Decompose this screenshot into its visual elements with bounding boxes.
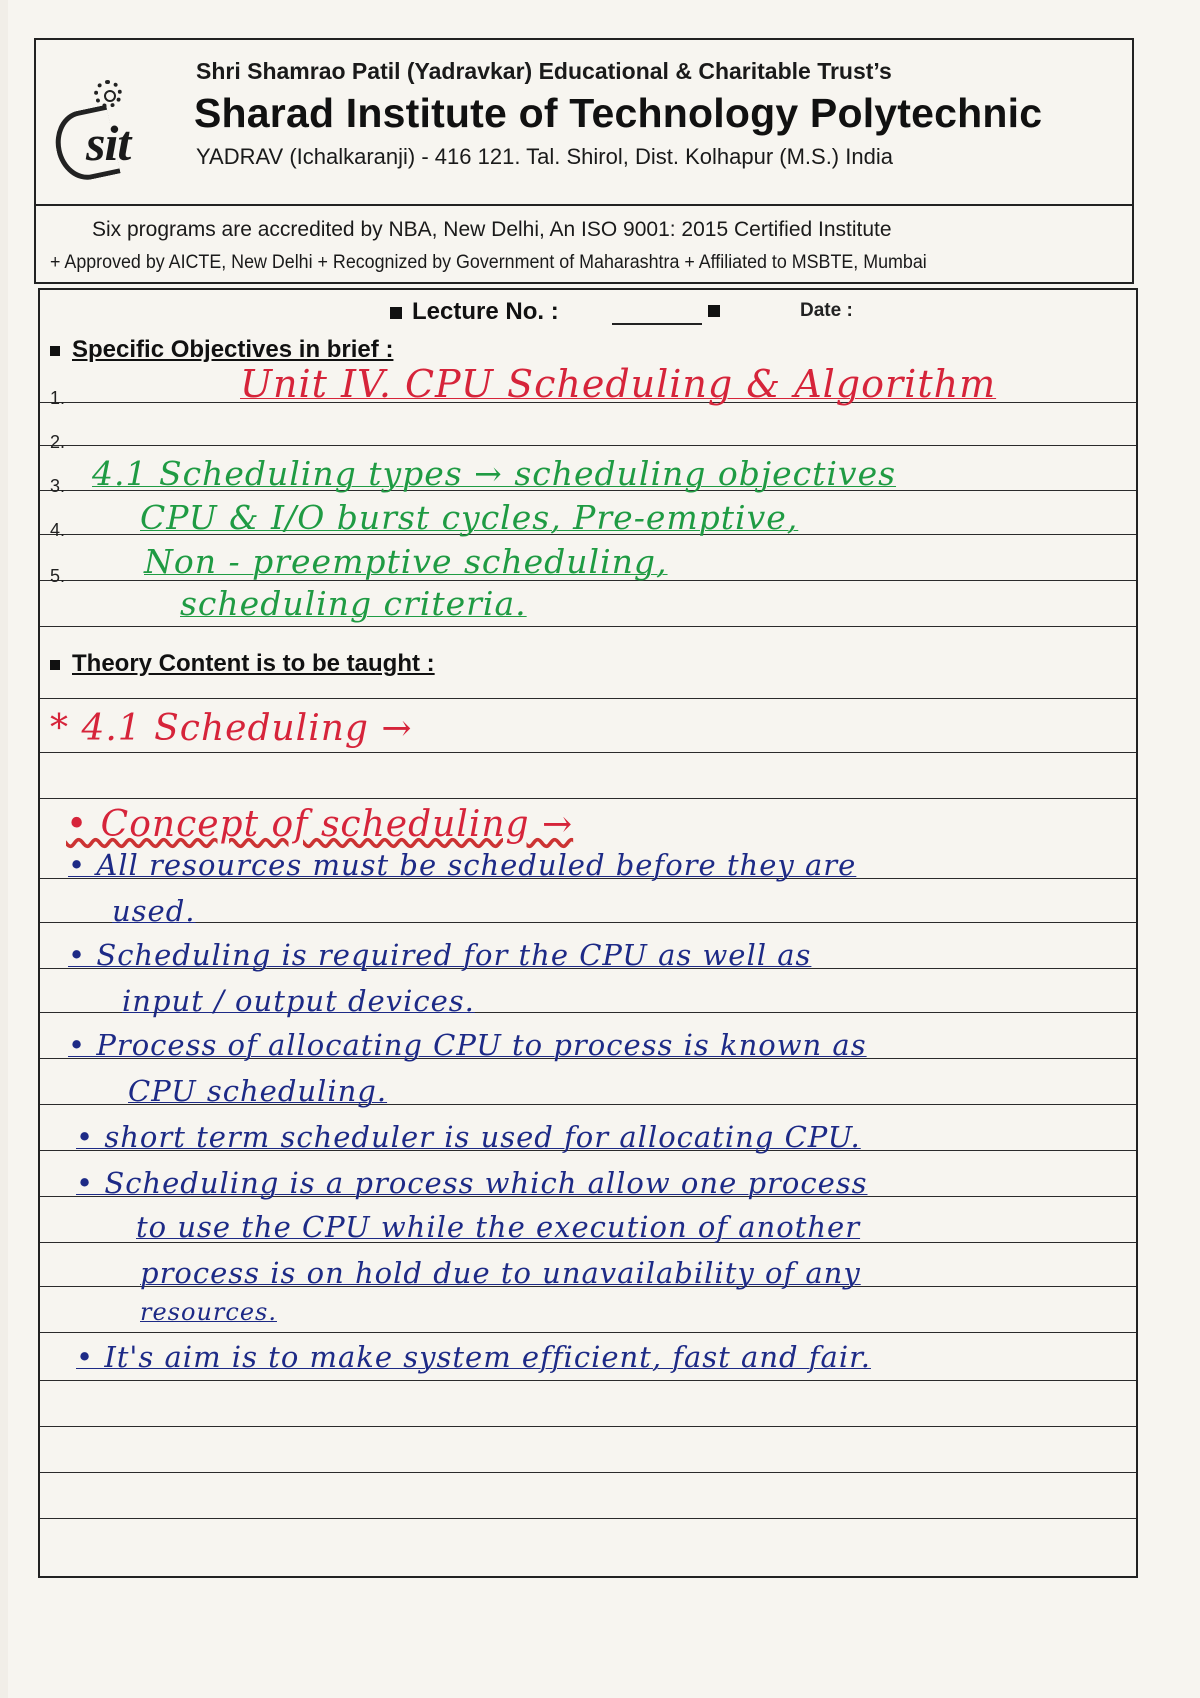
line-number: 2.	[50, 432, 66, 452]
objective-line: CPU & I/O burst cycles, Pre-emptive,	[140, 498, 799, 537]
objective-line: scheduling criteria.	[180, 584, 527, 623]
theory-line: • All resources must be scheduled before they are	[68, 848, 857, 882]
theory-line: used.	[112, 894, 196, 928]
ruled-line	[40, 626, 1136, 627]
theory-line: to use the CPU while the execution of another	[136, 1210, 861, 1244]
theory-line: CPU scheduling.	[128, 1074, 388, 1108]
square-bullet-icon	[50, 346, 60, 356]
unit-title: Unit IV. CPU Scheduling & Algorithm	[240, 362, 997, 406]
ruled-line	[40, 922, 1136, 923]
header-divider	[36, 204, 1132, 206]
objective-line: 4.1 Scheduling types → scheduling objectives	[92, 454, 897, 493]
theory-line: resources.	[140, 1298, 277, 1326]
approvals-text: + Approved by AICTE, New Delhi + Recognized by Government of Maharashtra + Affiliated to MSBTE, Mumbai	[50, 252, 927, 273]
square-bullet-icon	[708, 305, 720, 317]
square-bullet-icon	[390, 307, 402, 319]
gear-icon	[94, 80, 122, 108]
date-label: Date :	[800, 300, 853, 321]
notes-page	[8, 0, 1200, 1698]
ruled-line	[40, 1332, 1136, 1333]
ruled-line	[40, 445, 1136, 446]
objectives-heading-text: Specific Objectives in brief :	[72, 336, 394, 363]
line-number: 5.	[50, 566, 66, 586]
concept-heading: • Concept of scheduling →	[66, 804, 574, 845]
ruled-line	[40, 1518, 1136, 1519]
accreditation-text: Six programs are accredited by NBA, New Delhi, An ISO 9001: 2015 Certified Institute	[92, 218, 892, 241]
ruled-line	[40, 752, 1136, 753]
ruled-line	[40, 1380, 1136, 1381]
lecture-no-blank	[612, 323, 702, 325]
ruled-line	[40, 1472, 1136, 1473]
line-number: 1.	[50, 388, 66, 408]
theory-line: • It's aim is to make system efficient, fast and fair.	[76, 1340, 871, 1374]
section-heading: * 4.1 Scheduling →	[50, 708, 413, 749]
theory-heading-text: Theory Content is to be taught :	[72, 650, 435, 677]
theory-line: input / output devices.	[122, 984, 475, 1018]
theory-heading	[50, 650, 435, 678]
theory-line: • Scheduling is a process which allow one process	[76, 1166, 868, 1200]
ruled-line	[40, 1426, 1136, 1427]
institute-address: YADRAV (Ichalkaranji) - 416 121. Tal. Shirol, Dist. Kolhapur (M.S.) India	[196, 144, 893, 169]
institute-logo	[56, 80, 176, 180]
lecture-notes-box	[38, 288, 1138, 1578]
theory-line: process is on hold due to unavailability of any	[140, 1256, 861, 1290]
trust-name: Shri Shamrao Patil (Yadravkar) Educational & Charitable Trust’s	[196, 58, 892, 84]
theory-line: • short term scheduler is used for allocating CPU.	[76, 1120, 861, 1154]
theory-line: • Process of allocating CPU to process is known as	[68, 1028, 867, 1062]
line-number: 4.	[50, 520, 66, 540]
institute-header	[34, 38, 1134, 284]
theory-line: • Scheduling is required for the CPU as well as	[68, 938, 812, 972]
institute-name: Sharad Institute of Technology Polytechnic	[194, 90, 1043, 136]
lecture-no-label	[390, 298, 559, 326]
lecture-no-text: Lecture No. :	[412, 298, 559, 325]
objective-line: Non - preemptive scheduling,	[144, 542, 668, 581]
ruled-line	[40, 698, 1136, 699]
objectives-heading	[50, 336, 393, 364]
square-bullet-icon	[50, 660, 60, 670]
line-number: 3.	[50, 476, 66, 496]
logo-text: sit	[86, 115, 131, 171]
ruled-line	[40, 798, 1136, 799]
